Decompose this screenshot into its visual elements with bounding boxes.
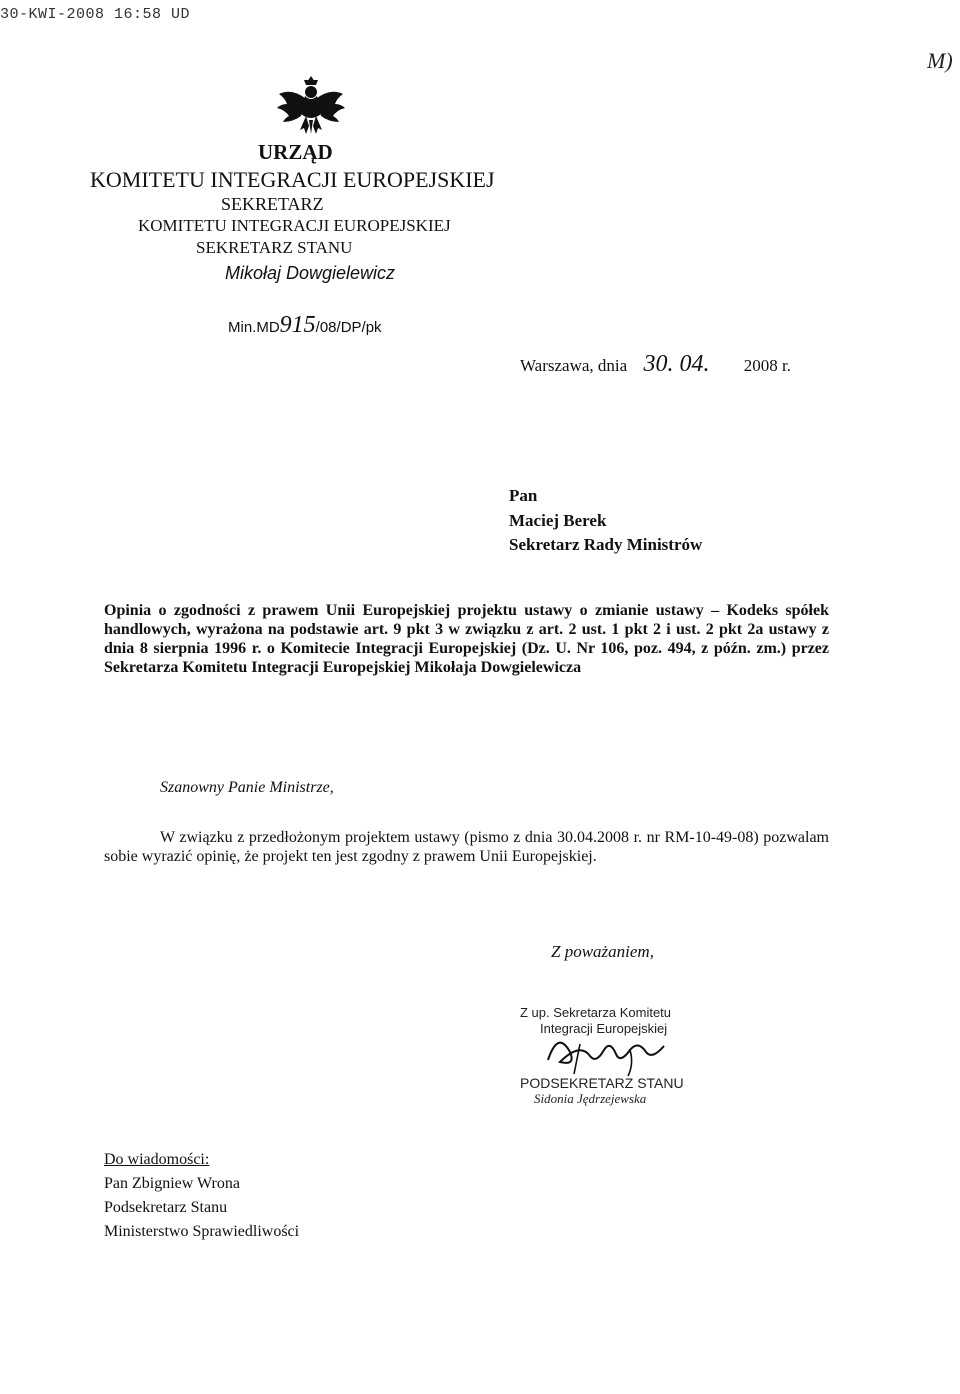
date-handwritten: 30. 04. (643, 351, 710, 377)
cc-ministry: Ministerstwo Sprawiedliwości (104, 1223, 300, 1240)
reference-handwritten-number: 915 (279, 312, 316, 338)
polish-eagle-icon (276, 72, 346, 140)
cc-name: Pan Zbigniew Wrona (104, 1175, 240, 1192)
signature-line-4: Sidonia Jędrzejewska (534, 1091, 647, 1106)
cc-position: Podsekretarz Stanu (104, 1199, 228, 1216)
fax-handwritten-mark: M) (927, 48, 953, 73)
date-place: Warszawa, dnia (520, 356, 628, 375)
letterhead-secretary: SEKRETARZ (221, 194, 324, 214)
fax-header: 30-KWI-2008 16:58 UD (0, 6, 191, 23)
cc-block (104, 1148, 299, 1244)
subject-paragraph: Opinia o zgodności z prawem Unii Europejskiej projektu ustawy o zmianie ustawy – Kodeks spółek handlowych, wyrażona na podstawie art. 9 pkt 3 w związku z art. 2 ust. 1 pkt 2 i ust. 2 pkt 2a ustawy z dnia 8 sierpnia 1996 r. o Komitecie Integracji Europejskiej (Dz. U. Nr 106, poz. 494, z późn. zm.) przez Sekretarza Komitetu Integracji Europejskiej Mikołaja Dowgielewicza (104, 602, 829, 676)
greeting: Szanowny Panie Ministrze, (160, 779, 334, 796)
stamp-committee: KOMITETU INTEGRACJI EUROPEJSKIEJ (138, 216, 451, 235)
addressee-salutation: Pan (509, 486, 538, 505)
reference-number (228, 312, 382, 339)
addressee-position: Sekretarz Rady Ministrów (509, 535, 703, 554)
body-paragraph: W związku z przedłożonym projektem ustawy (pismo z dnia 30.04.2008 r. nr RM-10-49-08) pozwalam sobie wyrazić opinię, że projekt ten jest zgodny z prawem Unii Europejskiej. (104, 829, 829, 865)
addressee-name: Maciej Berek (509, 511, 607, 530)
closing: Z poważaniem, (551, 942, 654, 961)
signatory-name: Mikołaj Dowgielewicz (225, 263, 396, 283)
signature-line-1: Z up. Sekretarza Komitetu (520, 1005, 672, 1020)
date-year: 2008 r. (743, 356, 791, 375)
stamp-secretary-of-state: SEKRETARZ STANU (196, 238, 353, 257)
date-line (520, 351, 791, 378)
signature-line-2: Integracji Europejskiej (540, 1021, 668, 1036)
signature-line-3: PODSEKRETARZ STANU (520, 1075, 684, 1091)
handwritten-signature (540, 1020, 690, 1080)
reference-prefix: Min.MD (228, 319, 280, 336)
cc-title: Do wiadomości: (104, 1151, 210, 1168)
letterhead-office: URZĄD (258, 140, 333, 164)
letterhead-committee: KOMITETU INTEGRACJI EUROPEJSKIEJ (90, 167, 495, 192)
reference-suffix: /08/DP/pk (315, 319, 382, 336)
